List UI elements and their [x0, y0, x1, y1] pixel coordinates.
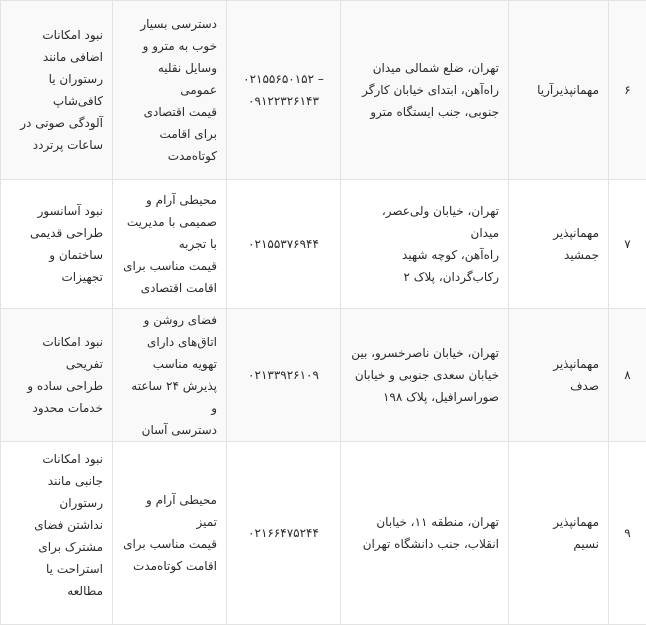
guesthouse-pros: دسترسی بسیار خوب به مترو و وسایل نقلیه عمومی قیمت اقتصادی برای اقامت کوتاه‌مدت	[113, 1, 227, 180]
guesthouse-cons: نبود آسانسور طراحی قدیمی ساختمان و تجهیزات	[1, 180, 113, 309]
table-row	[1, 180, 646, 309]
guesthouse-name: مهمانپذیر جمشید	[509, 180, 609, 309]
guesthouse-cons: نبود امکانات تفریحی طراحی ساده و خدمات محدود	[1, 309, 113, 442]
guesthouse-address: تهران، خیابان ناصرخسرو، بین خیابان سعدی جنوبی و خیابان صوراسرافیل، پلاک ۱۹۸	[341, 309, 509, 442]
guesthouse-name: مهمانپذیر نسیم	[509, 442, 609, 625]
row-number: ۸	[609, 309, 646, 442]
guesthouse-pros: محیطی آرام و صمیمی با مدیریت با تجربه قیمت مناسب برای اقامت اقتصادی	[113, 180, 227, 309]
guesthouse-pros: محیطی آرام و تمیز قیمت مناسب برای اقامت کوتاه‌مدت	[113, 442, 227, 625]
guesthouse-phone: ۰۲۱۶۶۴۷۵۲۴۴	[227, 442, 341, 625]
row-number: ۶	[609, 1, 646, 180]
table-row	[1, 442, 646, 625]
guesthouse-address: تهران، ضلع شمالی میدان راه‌آهن، ابتدای خیابان کارگر جنوبی، جنب ایستگاه مترو	[341, 1, 509, 180]
row-number: ۹	[609, 442, 646, 625]
row-number: ۷	[609, 180, 646, 309]
guesthouse-cons: نبود امکانات اضافی مانند رستوران یا کافی‌شاپ آلودگی صوتی در ساعات پرتردد	[1, 1, 113, 180]
guesthouse-pros: فضای روشن و اتاق‌های دارای تهویه مناسب پذیرش ۲۴ ساعته و دسترسی آسان	[113, 309, 227, 442]
guesthouse-phone: ۰۲۱۵۵۶۵۰۱۵۲ – ۰۹۱۲۲۳۲۶۱۴۳	[227, 1, 341, 180]
guesthouse-name: مهمانپذیرآریا	[509, 1, 609, 180]
guesthouse-phone: ۰۲۱۳۳۹۲۶۱۰۹	[227, 309, 341, 442]
guesthouse-phone: ۰۲۱۵۵۳۷۶۹۴۴	[227, 180, 341, 309]
table-row	[1, 309, 646, 442]
guesthouse-address: تهران، خیابان ولی‌عصر، میدان راه‌آهن، کوچه شهید رکاب‌گردان، پلاک ۲	[341, 180, 509, 309]
guesthouse-name: مهمانپذیر صدف	[509, 309, 609, 442]
guesthouse-cons: نبود امکانات جانبی مانند رستوران نداشتن فضای مشترک برای استراحت یا مطالعه	[1, 442, 113, 625]
guesthouse-address: تهران، منطقه ۱۱، خیابان انقلاب، جنب دانشگاه تهران	[341, 442, 509, 625]
table-row	[1, 1, 646, 180]
